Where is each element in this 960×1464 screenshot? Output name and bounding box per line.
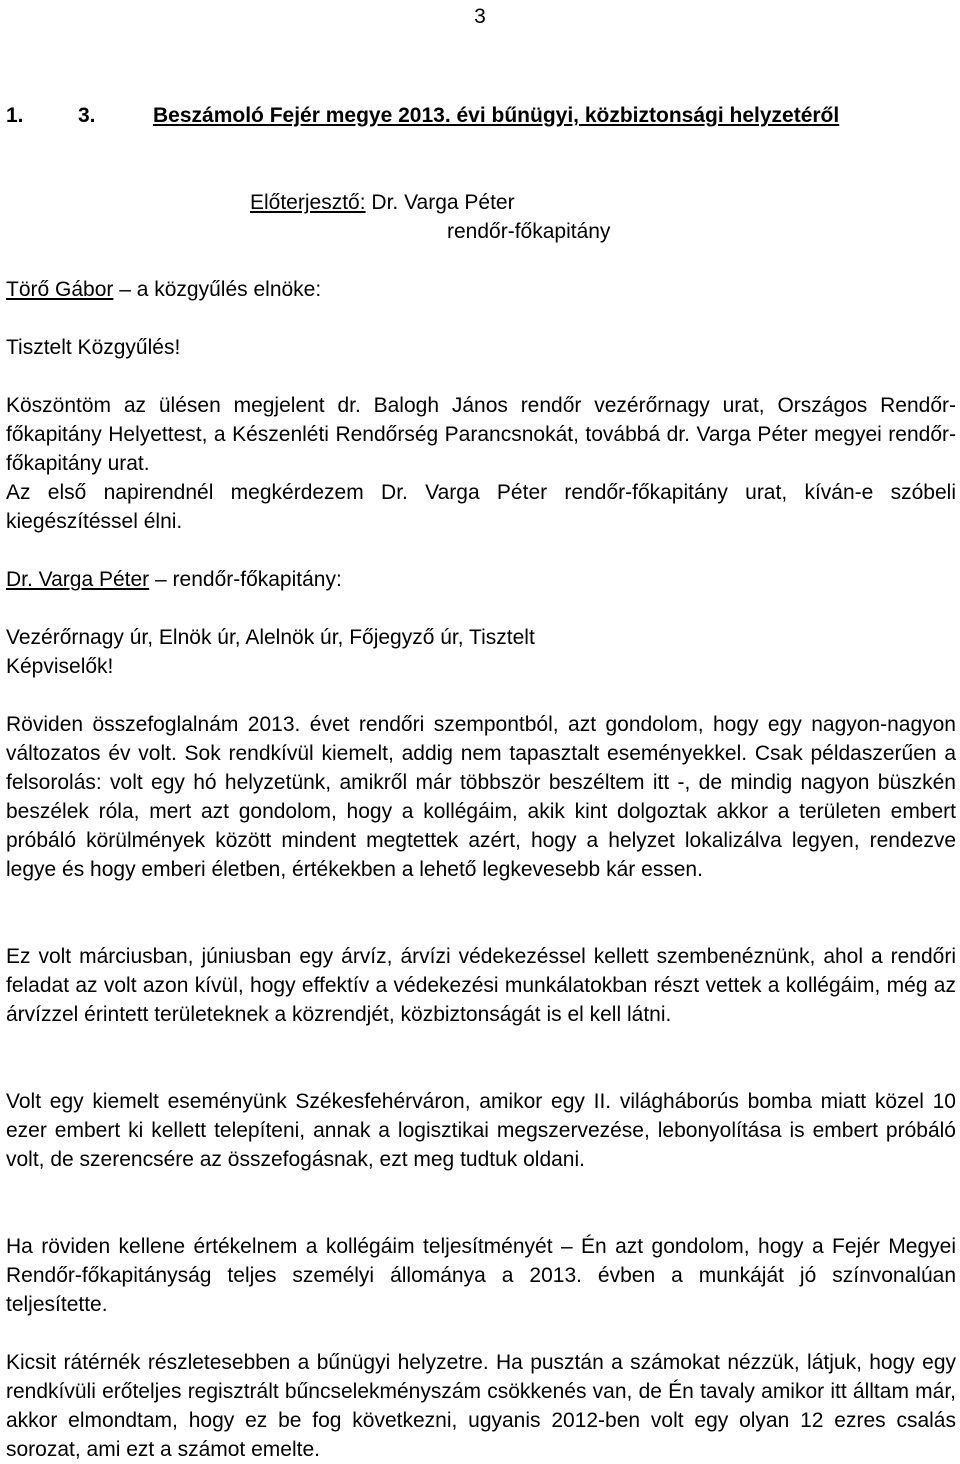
heading-title [153,101,956,130]
chair-title: – a közgyűlés elnöke: [113,278,322,301]
agenda-heading [6,101,956,130]
paragraph-5: Kicsit rátérnék részletesebben a bűnügyi helyzetre. Ha pusztán a számokat nézzük, látjuk, hogy egy rendkívüli erőteljes regisztrált bűncselekményszám csökkenés van, de Én tavaly amikor itt álltam már, akkor elmondtam, hogy ez be fog következni, ugyanis 2012-ben volt egy olyan 12 ezres csalás sorozat, ami ezt a számot emelte. [6,1351,956,1461]
chair-name: Törő Gábor [6,278,114,301]
chair-line [6,275,321,304]
paragraph-4: Ha röviden kellene értékelnem a kollégáim teljesítményét – Én azt gondolom, hogy a Fejér Megyei Rendőr-főkapitányság teljes személyi állománya a 2013. évben a munkáját jó színvonalúan teljesítette. [6,1235,956,1316]
heading-title-text: Beszámoló Fejér megye 2013. évi bűnügyi, közbiztonsági helyzetéről [153,104,840,127]
presenter-name: Dr. Varga Péter [371,191,515,214]
heading-subnumber: 3. [78,104,96,127]
presenter-block [250,188,611,243]
page-number: 3 [474,5,486,28]
intro-block [6,391,956,536]
presenter-label: Előterjesztő: [250,191,366,214]
intro-paragraph-1: Köszöntöm az ülésen megjelent dr. Balogh János rendőr vezérőrnagy urat, Országos Rendőr-főkapitány Helyettest, a Készenléti Rendőrség Parancsnokát, továbbá dr. Varga Péter megyei rendőr-főkapitány urat. [6,394,956,475]
heading-number: 1. [6,104,24,127]
speaker-title: – rendőr-főkapitány: [149,568,342,591]
paragraph-1: Röviden összefoglalnám 2013. évet rendőri szempontból, azt gondolom, hogy egy nagyon-nagyon változatos év volt. Sok rendkívül kiemelt, addig nem tapasztalt eseményekkel. Csak példaszerűen a felsorolás: volt egy hó helyzetünk, amikről már többször beszéltem itt -, de mindig nagyon büszkén beszélek róla, mert azt gondolom, hogy a kollégáim, akik kint dolgoztak akkor a területen embert próbáló körülmények között mindent megtettek azért, hogy a helyzet lokalizálva legyen, rendezve legye és hogy emberi életben, értékekben a lehető legkevesebb kár essen. [6,713,956,881]
speaker-name: Dr. Varga Péter [6,568,150,591]
salutation: Vezérőrnagy úr, Elnök úr, Alelnök úr, Főjegyző úr, Tisztelt Képviselők! [6,626,535,678]
paragraph-2: Ez volt márciusban, júniusban egy árvíz, árvízi védekezéssel kellett szembenéznünk, ahol a rendőri feladat az volt azon kívül, hogy effektív a védekezési munkálatokban részt vettek a kollégáim, még az árvízzel érintett területeknek a közrendjét, közbiztonságát is el kell látni. [6,945,956,1026]
presenter-role: rendőr-főkapitány [447,220,611,243]
address-line: Tisztelt Közgyűlés! [6,336,181,359]
paragraph-3: Volt egy kiemelt eseményünk Székesfehérváron, amikor egy II. világháborús bomba miatt közel 10 ezer embert ki kellett telepíteni, annak a logisztikai megszervezése, lebonyolítása is embert próbáló volt, de szerencsére az összefogásnak, ezt meg tudtuk oldani. [6,1090,956,1171]
speaker-line [6,565,956,594]
intro-paragraph-2: Az első napirendnél megkérdezem Dr. Varga Péter rendőr-főkapitány urat, kíván-e szóbeli kiegészítéssel élni. [6,481,956,533]
